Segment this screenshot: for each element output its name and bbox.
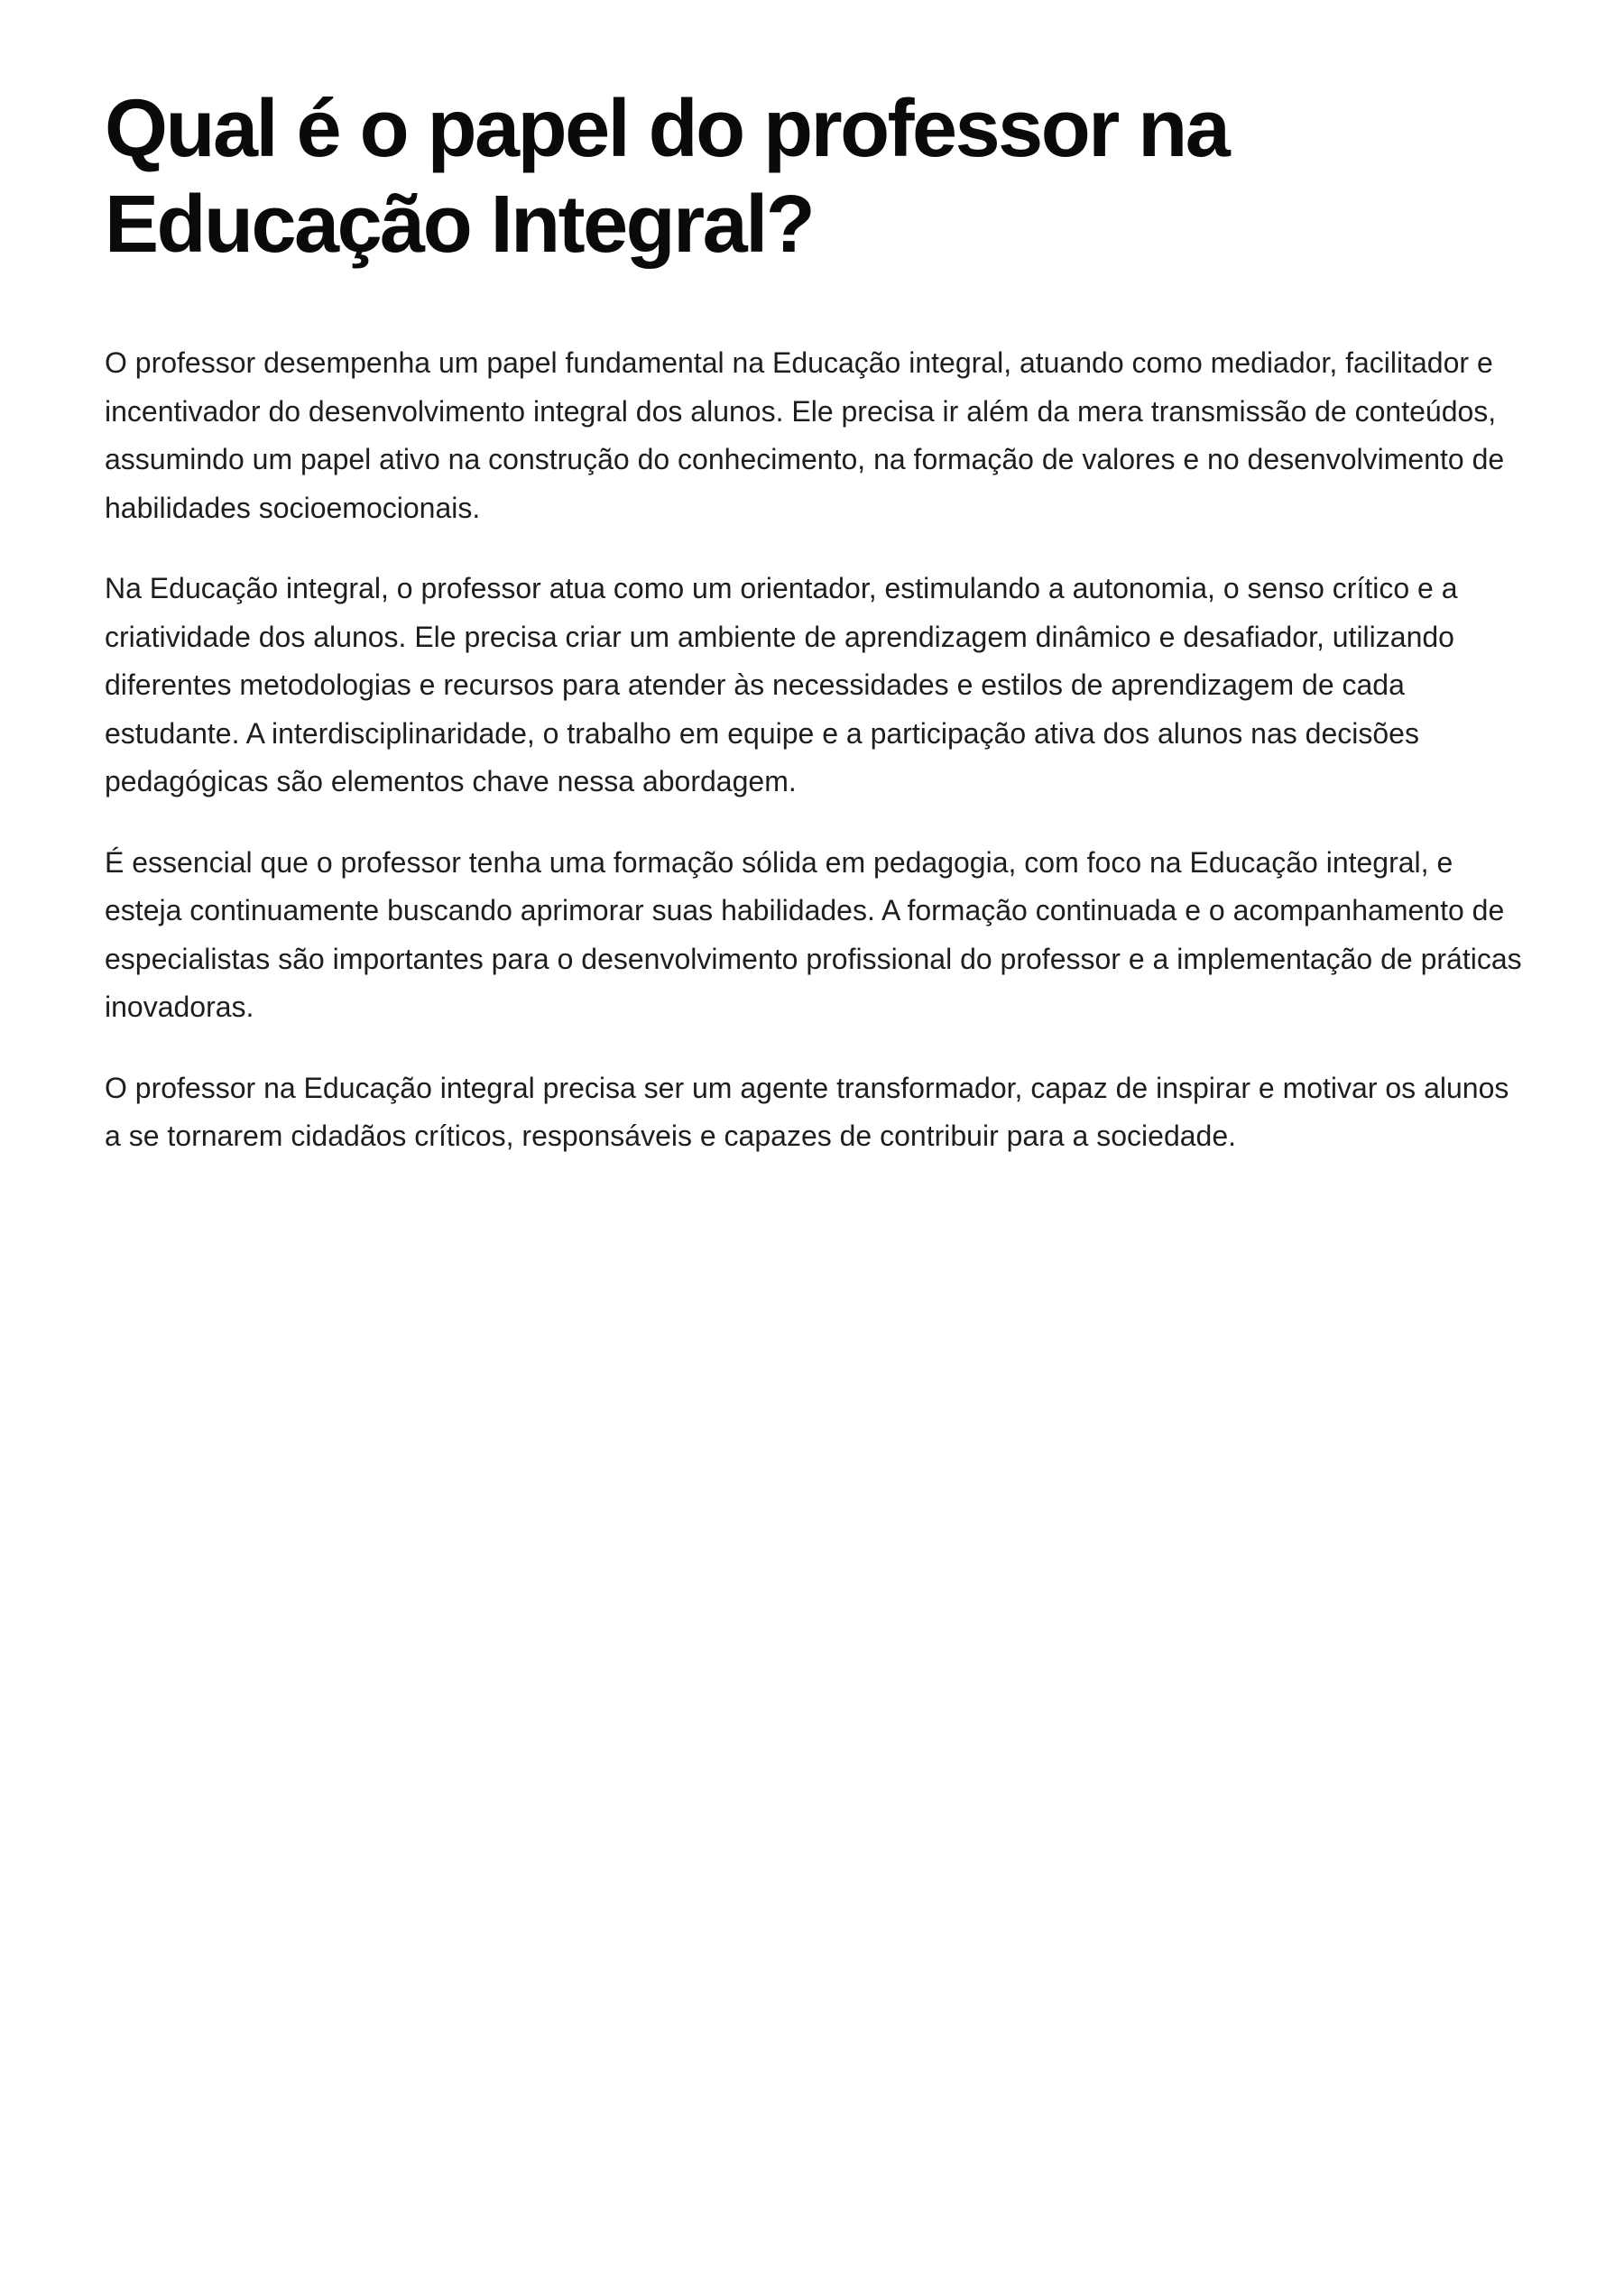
page-title: Qual é o papel do professor na Educação Integral? xyxy=(105,84,1229,270)
article-body xyxy=(105,339,1530,1161)
document-page xyxy=(105,81,1530,1194)
paragraph-3: É essencial que o professor tenha uma formação sólida em pedagogia, com foco na Educação integral, e esteja continuamente buscando aprimorar suas habilidades. A formação continuada e o acompanhamento de especialistas são importantes para o desenvolvimento profissional do professor e a implementação de práticas inovadoras. xyxy=(105,845,1522,1023)
paragraph-1: O professor desempenha um papel fundamental na Educação integral, atuando como mediador, facilitador e incentivador do desenvolvimento integral dos alunos. Ele precisa ir além da mera transmissão de conteúdos, assumindo um papel ativo na construção do conhecimento, na formação de valores e no desenvolvimento de habilidades socioemocionais. xyxy=(105,346,1505,524)
paragraph-2: Na Educação integral, o professor atua como um orientador, estimulando a autonomia, o senso crítico e a criatividade dos alunos. Ele precisa criar um ambiente de aprendizagem dinâmico e desafiador, utilizando diferentes metodologias e recursos para atender às necessidades e estilos de aprendizagem de cada estudante. A interdisciplinaridade, o trabalho em equipe e a participação ativa dos alunos nas decisões pedagógicas são elementos chave nessa abordagem. xyxy=(105,572,1458,797)
paragraph-4: O professor na Educação integral precisa ser um agente transformador, capaz de inspirar e motivar os alunos a se tornarem cidadãos críticos, responsáveis e capazes de contribuir para a sociedade. xyxy=(105,1071,1509,1152)
